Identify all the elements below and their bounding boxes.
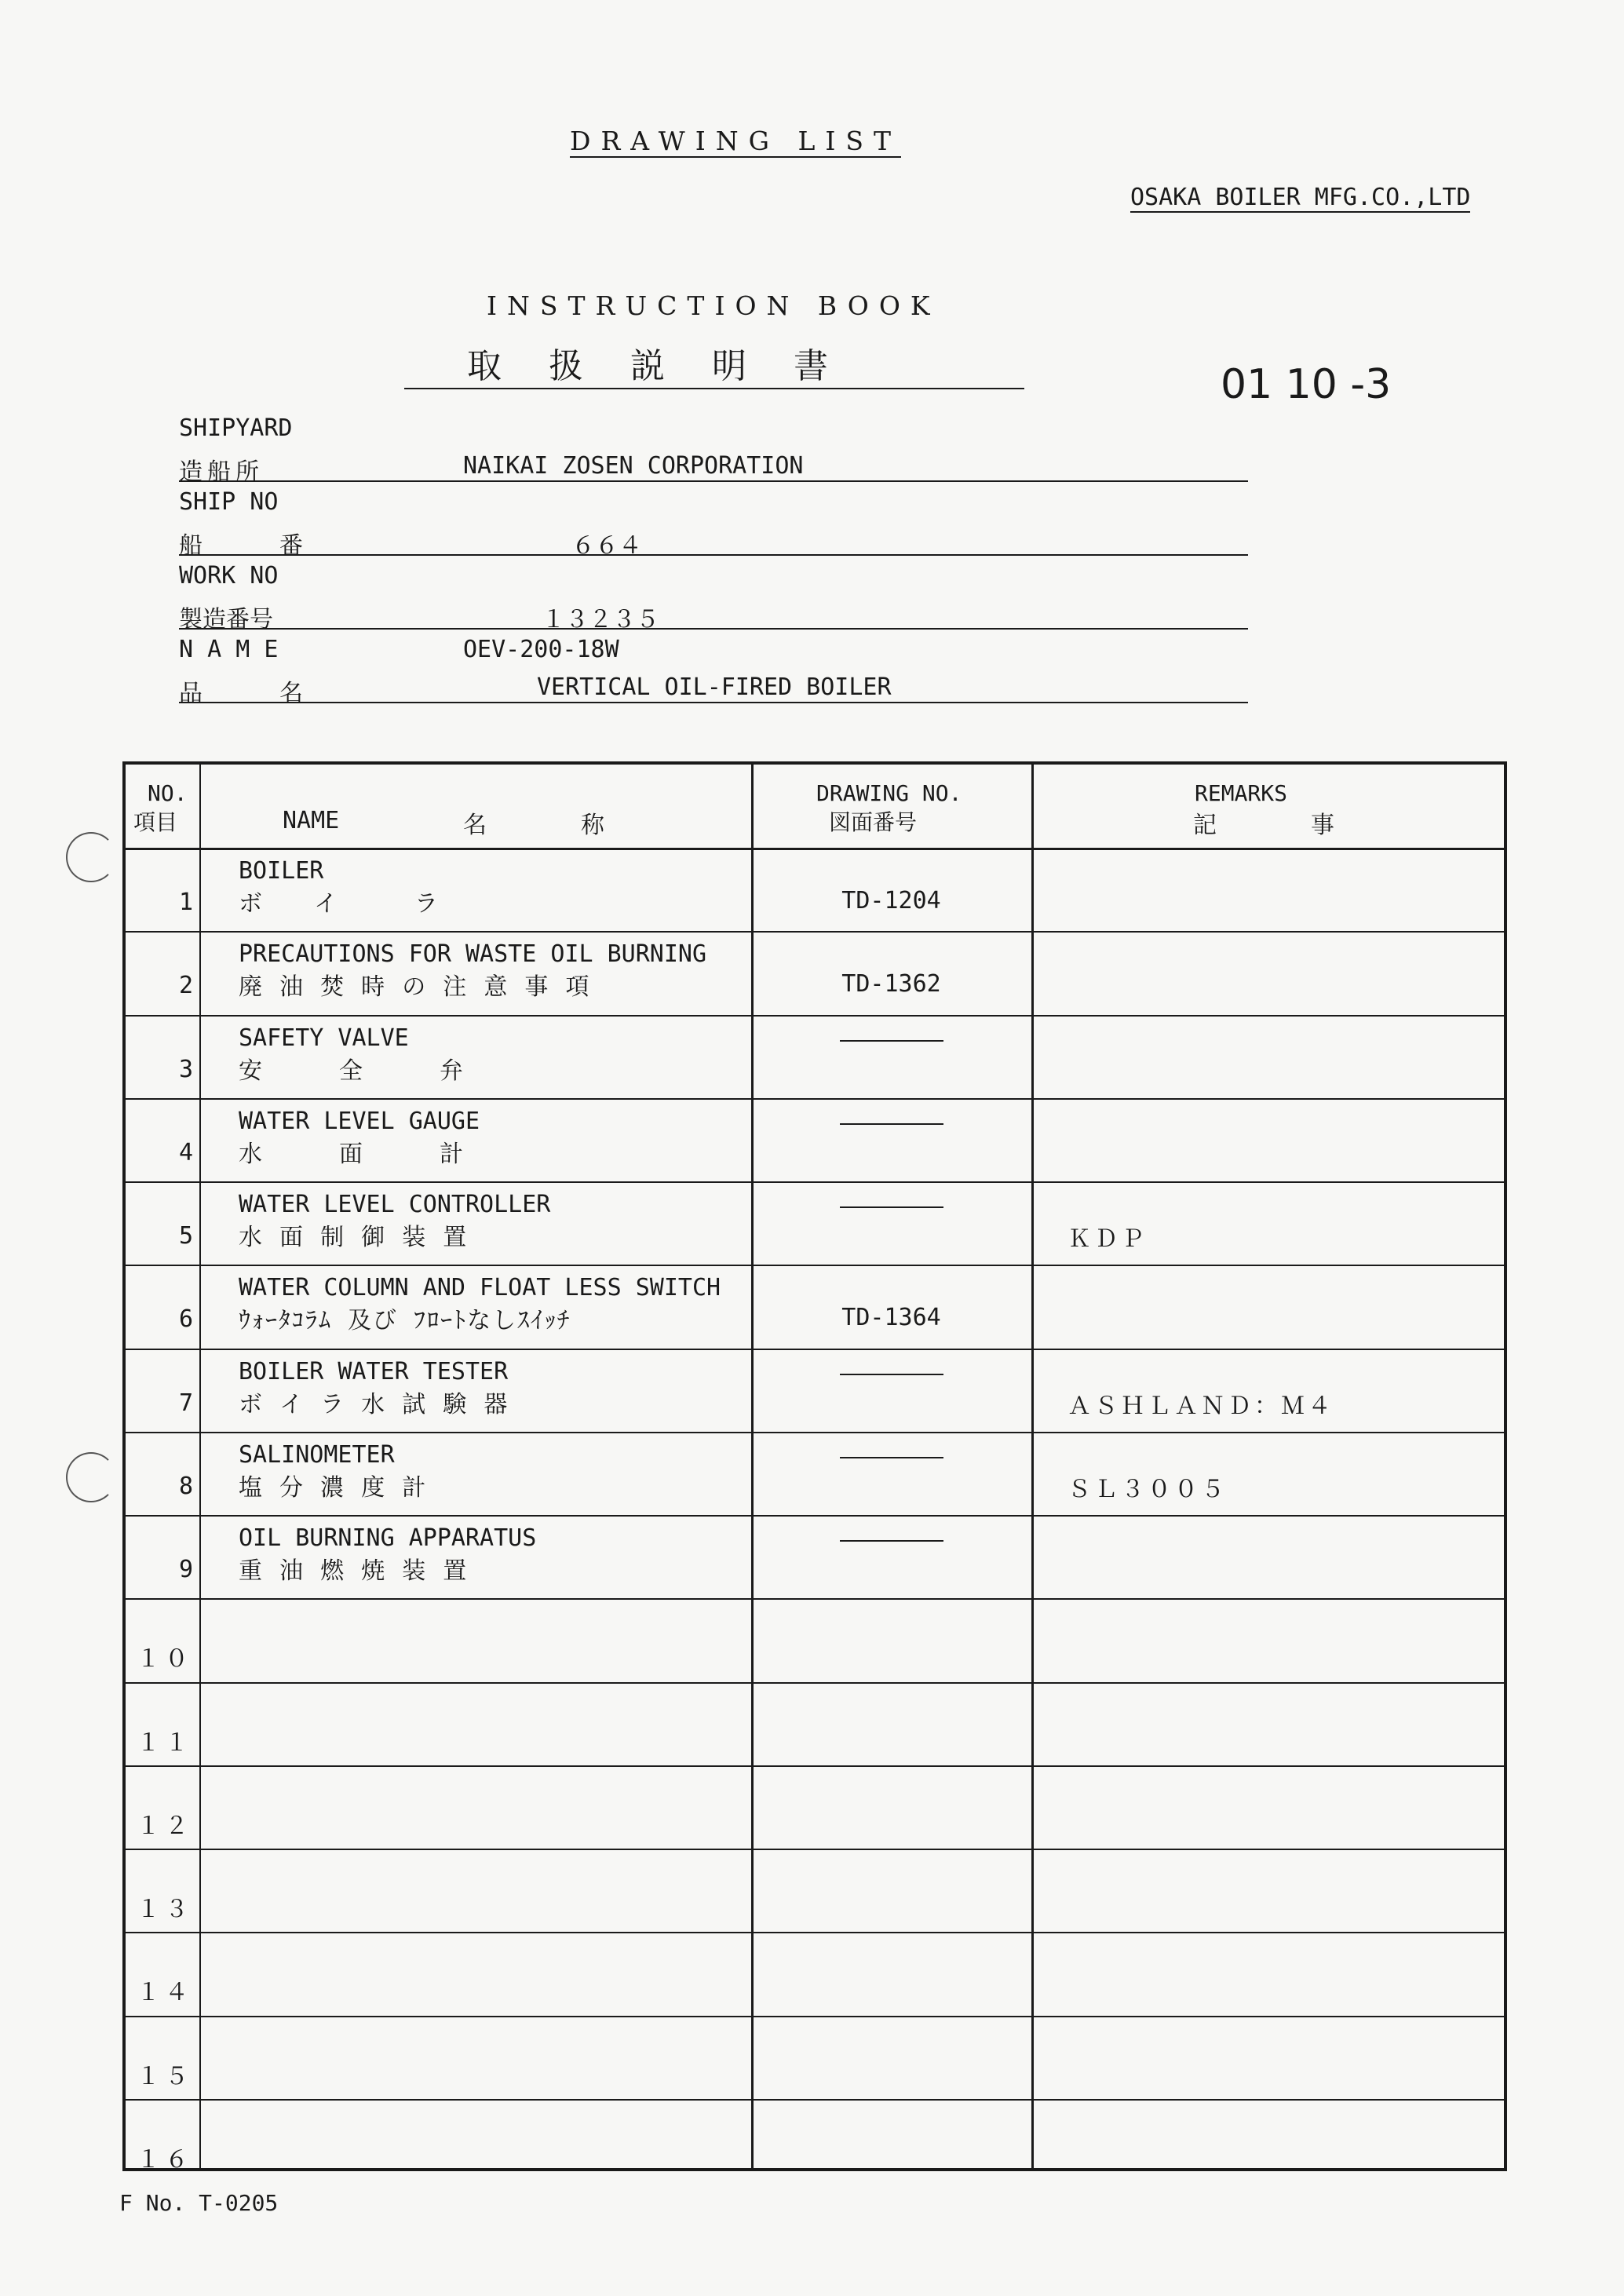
row-name-jp: 廃 油 焚 時 の 注 意 事 項 [239,973,591,1002]
row-divider [126,1932,1504,1933]
name-value: VERTICAL OIL-FIRED BOILER [537,673,892,701]
header-drawing: DRAWING NO. [816,780,962,806]
header-remarks-jp2: 事 [1311,812,1334,839]
row-number: 8 [178,1472,193,1500]
name-line [179,702,1248,703]
row-drawing-dash [840,1040,943,1042]
row-divider [126,1349,1504,1350]
header-name-jp1: 名 [463,812,487,839]
row-drawing-no: TD-1364 [841,1304,941,1332]
document-number: 01 10 -3 [1221,361,1392,408]
row-number: １４ [137,1979,193,2007]
ship-no-value: ６６４ [571,532,642,560]
ship-no-label-jp: 船 番 [179,532,335,560]
work-no-label-jp: 製造番号 [179,606,273,633]
binder-ring-icon [66,832,116,882]
row-divider [126,1849,1504,1850]
ship-no-label-en: SHIP NO [179,488,279,516]
row-number: 6 [178,1305,193,1334]
row-name-jp: 水 面 計 [239,1140,465,1168]
row-number: １０ [137,1645,193,1674]
work-no-line [179,628,1248,630]
row-name-en: BOILER [239,857,324,885]
binder-ring-icon [66,1452,116,1502]
row-divider [126,848,1504,850]
row-divider [126,931,1504,933]
row-divider [126,1598,1504,1600]
company-name: OSAKA BOILER MFG.CO.,LTD [1130,184,1471,211]
row-number: １２ [137,1812,193,1840]
row-divider [126,1181,1504,1183]
row-divider [126,2099,1504,2101]
document-subtitle: INSTRUCTION BOOK [487,290,940,321]
shipyard-label-jp: 造船所 [179,458,264,486]
header-remarks-jp1: 記 [1193,812,1217,839]
row-name-jp: 重 油 燃 焼 装 置 [239,1557,469,1585]
row-name-en: SALINOMETER [239,1440,395,1469]
header-no-jp: 項目 [133,809,178,835]
row-number: １６ [137,2145,193,2174]
row-drawing-dash [840,1374,943,1375]
row-number: 7 [178,1389,193,1417]
shipyard-label-en: SHIPYARD [179,414,293,442]
row-divider [126,1015,1504,1017]
row-number: 1 [178,889,193,916]
row-number: １１ [137,1728,193,1757]
row-drawing-dash [840,1206,943,1208]
row-name-en: SAFETY VALVE [239,1024,409,1052]
drawing-list-table [122,761,1507,2174]
row-name-jp: 塩 分 濃 度 計 [239,1473,428,1502]
row-drawing-no: TD-1362 [841,970,941,998]
row-divider [126,1265,1504,1266]
col-divider-1 [199,765,201,2168]
name-model-value: OEV-200-18W [463,636,619,663]
row-divider [126,2016,1504,2017]
row-drawing-dash [840,1123,943,1125]
row-name-en: PRECAUTIONS FOR WASTE OIL BURNING [239,940,707,969]
work-no-value: １３２３５ [542,606,659,633]
row-drawing-dash [840,1540,943,1542]
row-name-jp: ボ イ ラ [239,890,440,918]
header-name: NAME [283,807,340,834]
row-divider [126,1682,1504,1684]
header-name-jp2: 称 [581,812,604,839]
row-remarks: ＡＳＨＬＡＮＤ：Ｍ４ [1067,1392,1334,1420]
row-drawing-no: TD-1204 [841,887,941,914]
row-divider [126,1765,1504,1767]
document-subtitle-jp: 取扱説明書 [404,338,1024,389]
row-name-en: WATER LEVEL CONTROLLER [239,1191,551,1218]
row-divider [126,1432,1504,1433]
row-name-en: BOILER WATER TESTER [239,1357,509,1385]
name-label-en: N A M E [179,636,279,663]
row-number: 4 [178,1138,193,1166]
row-name-jp: ボ イ ラ 水 試 験 器 [239,1390,509,1418]
header-no: NO. [148,780,188,806]
form-number: F No. T-0205 [119,2190,279,2216]
row-number: 5 [178,1222,193,1250]
ship-no-line [179,554,1248,556]
col-divider-3 [1031,765,1034,2168]
row-number: 3 [178,1055,193,1083]
row-name-en: OIL BURNING APPARATUS [239,1524,537,1552]
work-no-label-en: WORK NO [179,562,279,590]
document-title: DRAWING LIST [570,126,902,156]
row-divider [126,1098,1504,1100]
row-number: １５ [137,2062,193,2090]
row-remarks: ＳＬ３００５ [1067,1475,1228,1503]
header-drawing-jp: 図面番号 [829,809,918,835]
name-label-jp: 品 名 [179,680,335,707]
row-drawing-dash [840,1457,943,1458]
header-remarks: REMARKS [1195,780,1288,806]
shipyard-line [179,480,1248,482]
row-number: １３ [137,1896,193,1923]
row-number: 2 [178,972,193,1000]
shipyard-value: NAIKAI ZOSEN CORPORATION [463,452,804,480]
row-name-en: WATER COLUMN AND FLOAT LESS SWITCH [239,1274,721,1302]
row-name-jp: 安 全 弁 [239,1057,465,1085]
row-divider [126,1515,1504,1517]
row-name-jp: ｳｫｰﾀｺﾗﾑ 及び ﾌﾛｰﾄなしｽｲｯﾁ [239,1307,571,1335]
row-remarks: ＫＤＰ [1067,1225,1148,1253]
row-number: 9 [178,1556,193,1583]
row-name-jp: 水 面 制 御 装 置 [239,1224,469,1251]
row-name-en: WATER LEVEL GAUGE [239,1107,480,1135]
